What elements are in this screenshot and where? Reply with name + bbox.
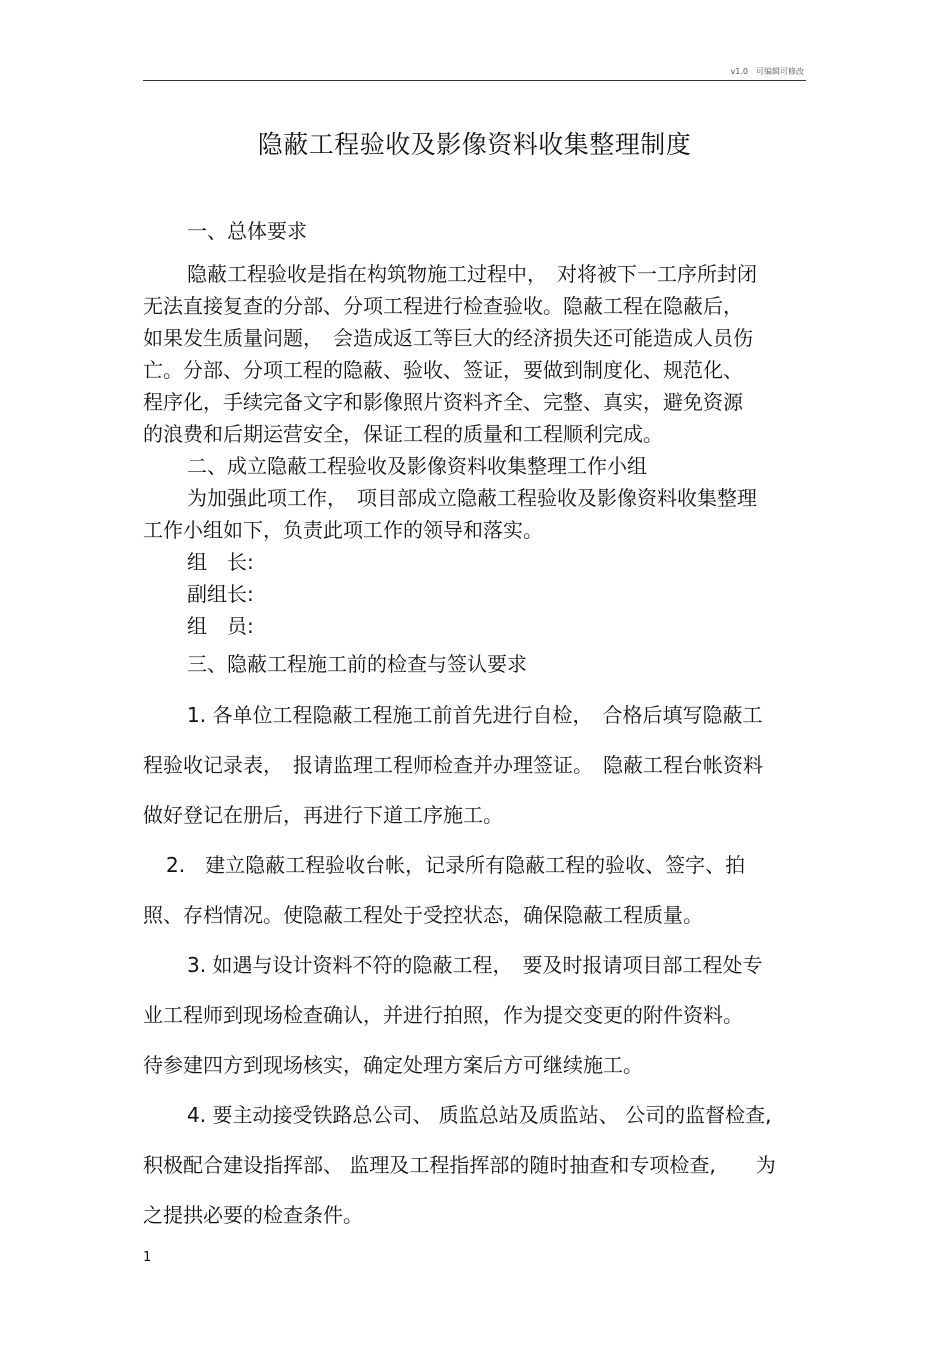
group-leader-label: 组 长: <box>187 550 254 574</box>
paragraph-line: 照、存档情况。使隐蔽工程处于受控状态，确保隐蔽工程质量。 <box>143 903 703 927</box>
paragraph-line: 之提拱必要的检查条件。 <box>143 1203 363 1227</box>
group-member-label: 组 员: <box>187 614 254 638</box>
paragraph-line: 做好登记在册后，再进行下道工序施工。 <box>143 803 503 827</box>
paragraph-line: 业工程师到现场检查确认，并进行拍照，作为提交变更的附件资料。 <box>143 1003 743 1027</box>
document-title: 隐蔽工程验收及影像资料收集整理制度 <box>257 130 692 159</box>
paragraph-line: 3. 如遇与设计资料不符的隐蔽工程， 要及时报请项目部工程处专 <box>187 953 763 977</box>
paragraph-line: 为加强此项工作， 项目部成立隐蔽工程验收及影像资料收集整理 <box>187 486 757 510</box>
paragraph-line: 亡。分部、分项工程的隐蔽、验收、签证，要做到制度化、规范化、 <box>143 358 743 382</box>
paragraph-line: 程验收记录表， 报请监理工程师检查并办理签证。 隐蔽工程台帐资料 <box>143 753 763 777</box>
paragraph-line: 4. 要主动接受铁路总公司、 质监总站及质监站、 公司的监督检查, <box>187 1103 772 1127</box>
header-version-note: v1.0 可编辑可修改 <box>730 67 804 76</box>
paragraph-line: 无法直接复查的分部、分项工程进行检查验收。隐蔽工程在隐蔽后， <box>143 294 743 318</box>
section-heading-1: 一、总体要求 <box>187 219 307 243</box>
paragraph-line: 待参建四方到现场核实，确定处理方案后方可继续施工。 <box>143 1053 643 1077</box>
deputy-leader-label: 副组长: <box>187 582 254 606</box>
paragraph-line: 1. 各单位工程隐蔽工程施工前首先进行自检， 合格后填写隐蔽工 <box>187 703 763 727</box>
paragraph-line: 工作小组如下，负责此项工作的领导和落实。 <box>143 518 543 542</box>
header-divider <box>143 80 806 81</box>
paragraph-line: 积极配合建设指挥部、 监理及工程指挥部的随时抽查和专项检查, 为 <box>143 1153 776 1177</box>
paragraph-line: 程序化，手续完备文字和影像照片资料齐全、完整、真实，避免资源 <box>143 390 743 414</box>
paragraph-line: 如果发生质量问题， 会造成返工等巨大的经济损失还可能造成人员伤 <box>143 326 753 350</box>
page-number: 1 <box>143 1250 152 1265</box>
paragraph-line: 的浪费和后期运营安全，保证工程的质量和工程顺利完成。 <box>143 422 663 446</box>
section-heading-3: 三、隐蔽工程施工前的检查与签认要求 <box>187 652 527 676</box>
paragraph-line: 隐蔽工程验收是指在构筑物施工过程中， 对将被下一工序所封闭 <box>187 262 757 286</box>
section-heading-2: 二、成立隐蔽工程验收及影像资料收集整理工作小组 <box>187 454 647 478</box>
paragraph-line: 2. 建立隐蔽工程验收台帐，记录所有隐蔽工程的验收、签字、拍 <box>166 853 746 877</box>
